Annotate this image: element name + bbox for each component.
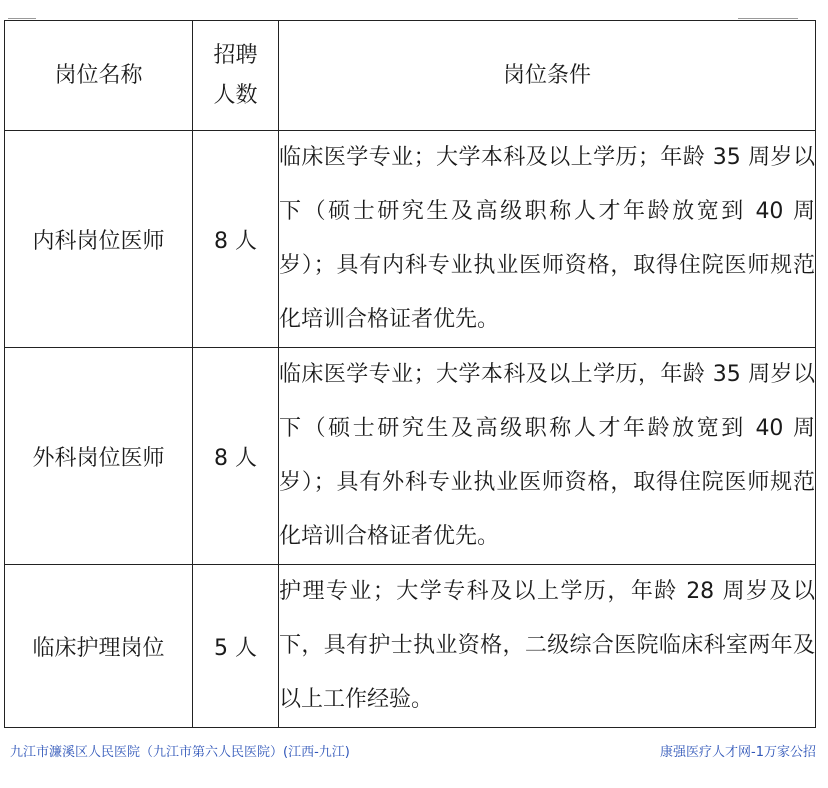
- position-name: 外科岗位医师: [5, 348, 193, 565]
- table-row: [5, 348, 816, 565]
- hiring-count: 8 人: [193, 131, 279, 348]
- hiring-count: 8 人: [193, 348, 279, 565]
- table-row: [5, 131, 816, 348]
- corner-mark-left: [8, 18, 36, 19]
- hiring-count: 5 人: [193, 565, 279, 728]
- table-header-row: [5, 21, 816, 131]
- corner-mark-right: [738, 18, 798, 19]
- position-name: 临床护理岗位: [5, 565, 193, 728]
- position-name: 内科岗位医师: [5, 131, 193, 348]
- header-position-conditions: 岗位条件: [279, 21, 816, 131]
- footer-site-credit: 康强医疗人才网-1万家公招: [660, 745, 816, 760]
- table-row: [5, 565, 816, 728]
- header-count-line2: 人数: [213, 82, 258, 108]
- position-conditions: 临床医学专业；大学本科及以上学历；年龄 35 周岁以下（硕士研究生及高级职称人才年龄放宽到 40 周岁）；具有内科专业执业医师资格，取得住院医师规范化培训合格证者优先。: [279, 131, 816, 348]
- position-conditions: 护理专业；大学专科及以上学历，年龄 28 周岁及以下，具有护士执业资格，二级综合医院临床科室两年及以上工作经验。: [279, 565, 816, 728]
- header-hiring-count: [193, 21, 279, 131]
- header-count-line1: 招聘: [213, 42, 258, 68]
- footer-hospital-name: 九江市濂溪区人民医院（九江市第六人民医院）(江西-九江): [10, 745, 350, 760]
- recruitment-table: [4, 20, 816, 728]
- header-position-name: 岗位名称: [5, 21, 193, 131]
- position-conditions: 临床医学专业；大学本科及以上学历，年龄 35 周岁以下（硕士研究生及高级职称人才年龄放宽到 40 周岁）；具有外科专业执业医师资格，取得住院医师规范化培训合格证者优先。: [279, 348, 816, 565]
